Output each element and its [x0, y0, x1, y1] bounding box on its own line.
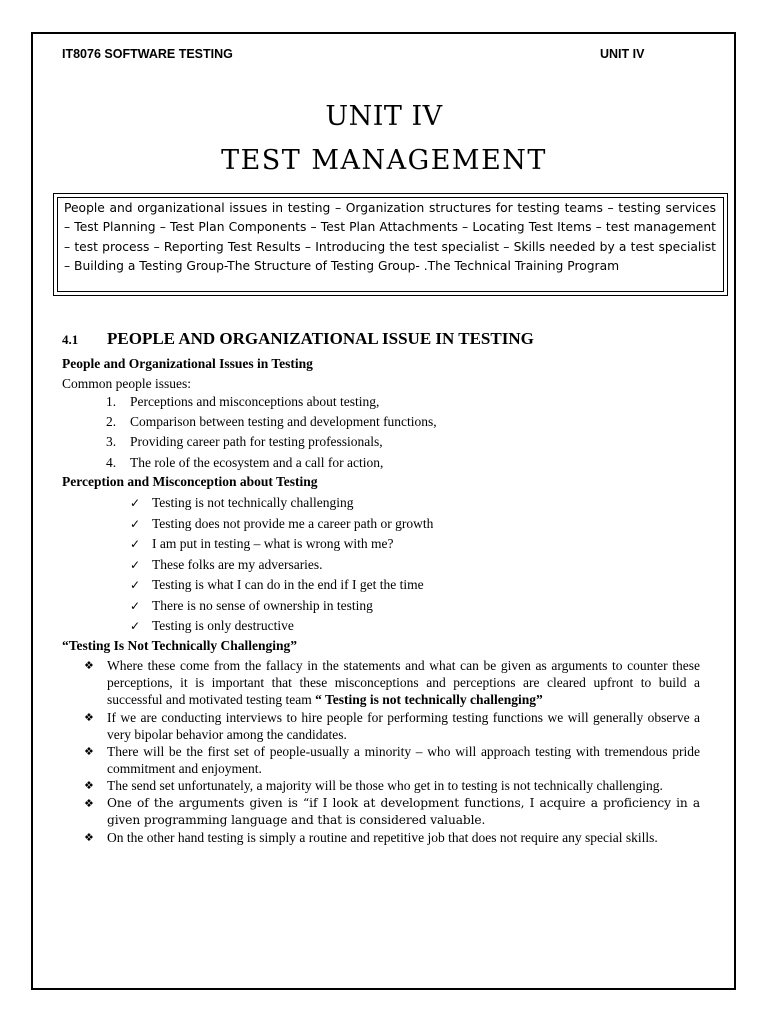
- syllabus-inner-border: [57, 197, 724, 292]
- checkmark-icon: ✓: [130, 619, 141, 633]
- argument-points-list: [84, 657, 700, 846]
- intro-text: Common people issues:: [62, 376, 191, 391]
- subheading-people-issues: People and Organizational Issues in Testing: [62, 356, 313, 371]
- list-item: ✓ I am put in testing – what is wrong with me?: [130, 534, 433, 555]
- list-item: 3. Providing career path for testing professionals,: [106, 434, 383, 450]
- list-item: ✓ There is no sense of ownership in testing: [130, 596, 433, 617]
- list-item: 2. Comparison between testing and development functions,: [106, 414, 437, 430]
- diamond-bullet-icon: ❖: [84, 745, 94, 759]
- unit-title: UNIT IV: [325, 101, 443, 132]
- section-number: 4.1: [62, 332, 79, 347]
- syllabus-box: [53, 193, 728, 296]
- checkmark-icon: ✓: [130, 598, 141, 613]
- list-item: 4. The role of the ecosystem and a call for action,: [106, 454, 384, 470]
- list-item: ❖ One of the arguments given is “if I look at development functions, I acquire a proficiency in a given programming language and that is considered valuable.: [84, 795, 700, 827]
- checkmark-icon: ✓: [130, 557, 141, 572]
- list-item: ❖ The send set unfortunately, a majority will be those who get in to testing is not technically challenging.: [84, 778, 663, 794]
- list-item: ✓ Testing is only destructive: [130, 616, 433, 637]
- subheading-perception: Perception and Misconception about Testing: [62, 474, 318, 489]
- misconceptions-list: [130, 493, 433, 637]
- issues-list: [106, 392, 437, 473]
- checkmark-icon: ✓: [130, 496, 141, 510]
- subheading-not-challenging: “Testing Is Not Technically Challenging”: [62, 638, 298, 653]
- topic-title: TEST MANAGEMENT: [221, 145, 547, 176]
- list-item: ✓ Testing does not provide me a career path or growth: [130, 514, 433, 535]
- list-item: ✓ Testing is what I can do in the end if I get the time: [130, 575, 433, 596]
- list-item: ❖ Where these come from the fallacy in the statements and what can be given as arguments to counter these perceptions, it is important that these misconceptions and perceptions are cleared upfront to build a successful and motivated testing team “ Testing is not technically challenging”: [84, 658, 700, 708]
- header-unit: UNIT IV: [600, 47, 645, 61]
- diamond-bullet-icon: ❖: [84, 831, 94, 845]
- checkmark-icon: ✓: [130, 516, 141, 531]
- list-item: ✓ These folks are my adversaries.: [130, 555, 433, 576]
- section-title: PEOPLE AND ORGANIZATIONAL ISSUE IN TESTING: [107, 329, 534, 348]
- checkmark-icon: ✓: [130, 537, 141, 551]
- list-item: ✓ Testing is not technically challenging: [130, 493, 433, 514]
- header-course: IT8076 SOFTWARE TESTING: [62, 47, 233, 61]
- section-heading: [62, 329, 534, 349]
- diamond-bullet-icon: ❖: [84, 659, 94, 672]
- list-item: ❖ On the other hand testing is simply a routine and repetitive job that does not require any special skills.: [84, 830, 658, 846]
- list-item: ❖ There will be the first set of people-usually a minority – who will approach testing with tremendous pride commitment and enjoyment.: [84, 744, 700, 777]
- checkmark-icon: ✓: [130, 578, 141, 592]
- diamond-bullet-icon: ❖: [84, 796, 94, 810]
- list-item: ❖ If we are conducting interviews to hire people for performing testing functions we will generally observe a very bipolar behavior among the candidates.: [84, 709, 700, 742]
- list-item: 1. Perceptions and misconceptions about testing,: [106, 394, 380, 409]
- syllabus-text: People and organizational issues in testing – Organization structures for testing teams – testing services – Test Planning – Test Plan Components – Test Plan Attachments – Locating Test Items – test management – test process – Reporting Test Results – Introducing the test specialist – Skills needed by a test specialist – Building a Testing Group-The Structure of Testing Group- .The Technical Training Program: [64, 201, 716, 274]
- diamond-bullet-icon: ❖: [84, 710, 94, 724]
- diamond-bullet-icon: ❖: [84, 779, 94, 793]
